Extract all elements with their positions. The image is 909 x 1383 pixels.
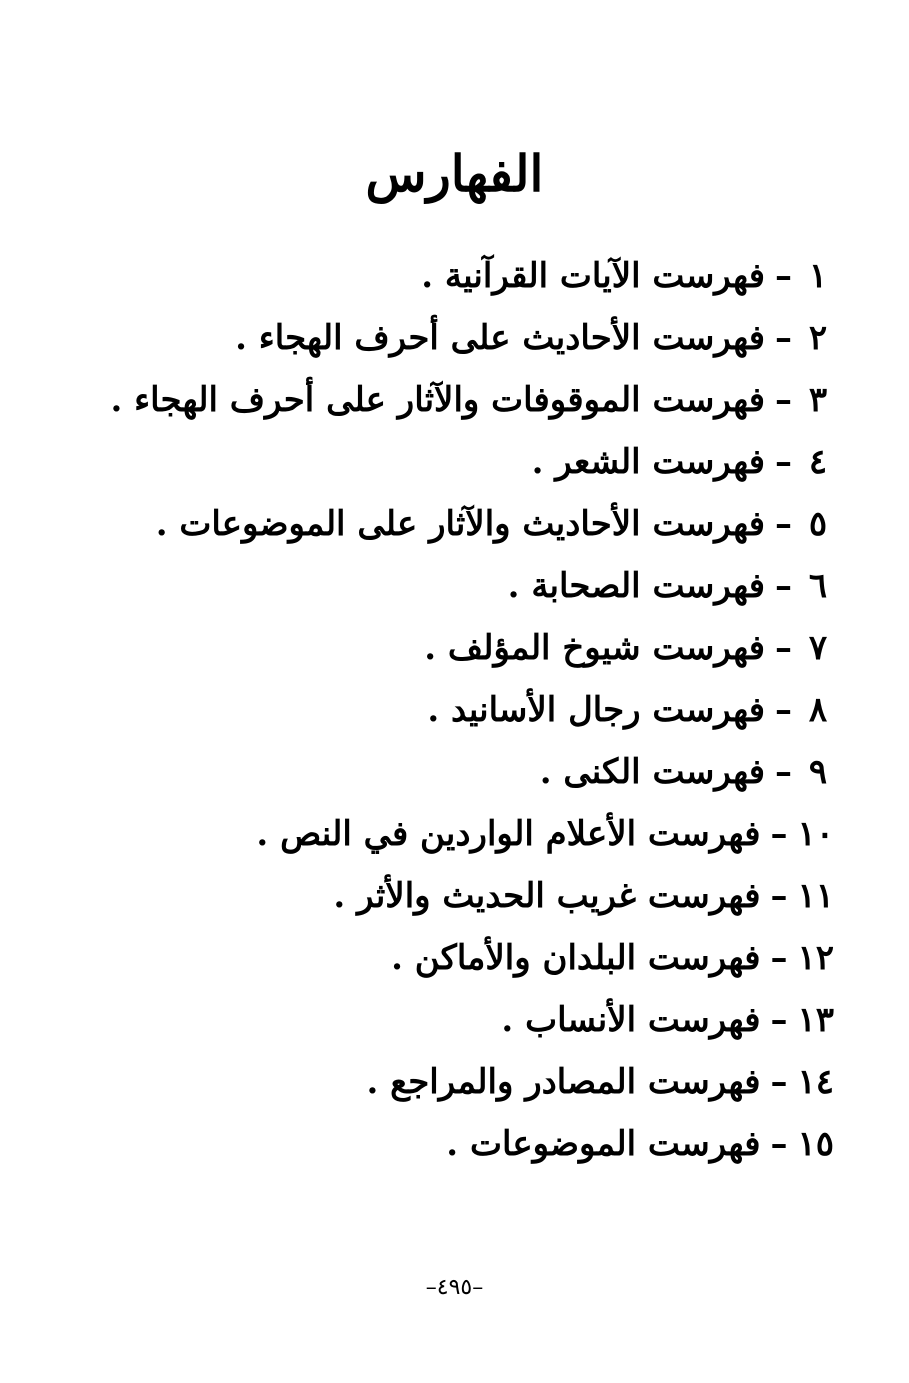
item-text: فهرست البلدان والأماكن . [391, 938, 761, 978]
page-title: الفهارس [365, 143, 544, 203]
item-text: فهرست الأحاديث على أحرف الهجاء . [235, 318, 765, 358]
item-text: فهرست شيوخ المؤلف . [424, 628, 765, 668]
item-dash: – [770, 938, 788, 978]
item-number: ١ [808, 256, 828, 296]
item-number: ٧ [808, 628, 828, 668]
list-item [94, 369, 834, 431]
item-dash: – [775, 752, 792, 792]
item-dash: – [775, 380, 792, 420]
list-item [94, 307, 834, 369]
item-dash: – [775, 504, 792, 544]
item-dash: – [775, 628, 792, 668]
list-item [94, 741, 834, 803]
item-dash: – [775, 256, 792, 296]
item-text: فهرست الصحابة . [507, 566, 765, 606]
item-number: ١٠ [797, 814, 834, 854]
item-number: ١١ [797, 876, 834, 916]
page-number: –٤٩٥– [425, 1275, 484, 1300]
item-number: ١٣ [797, 1000, 834, 1040]
item-dash: – [775, 318, 792, 358]
item-text: فهرست الشعر . [531, 442, 765, 482]
list-item [94, 989, 834, 1051]
item-dash: – [770, 814, 788, 854]
item-number: ٦ [808, 566, 828, 606]
item-text: فهرست غريب الحديث والأثر . [333, 876, 761, 916]
list-item [94, 245, 834, 307]
item-number: ٩ [808, 752, 828, 792]
item-number: ٤ [808, 442, 828, 482]
item-text: فهرست الأحاديث والآثار على الموضوعات . [155, 504, 765, 544]
item-number: ٣ [808, 380, 828, 420]
item-dash: – [770, 1000, 788, 1040]
item-text: فهرست رجال الأسانيد . [427, 690, 765, 730]
item-text: فهرست الأنساب . [501, 1000, 761, 1040]
item-dash: – [775, 690, 792, 730]
item-dash: – [775, 442, 792, 482]
item-text: فهرست الكنى . [539, 752, 765, 792]
item-text: فهرست الموضوعات . [446, 1124, 761, 1164]
list-item [94, 617, 834, 679]
item-text: فهرست الموقوفات والآثار على أحرف الهجاء . [110, 380, 765, 420]
item-number: ٢ [808, 318, 828, 358]
list-item [94, 493, 834, 555]
item-number: ١٤ [797, 1062, 834, 1102]
list-item [94, 1113, 834, 1175]
item-dash: – [770, 1062, 788, 1102]
list-item [94, 927, 834, 989]
item-number: ١٢ [797, 938, 834, 978]
list-item [94, 1051, 834, 1113]
item-number: ٥ [808, 504, 828, 544]
list-item [94, 679, 834, 741]
item-dash: – [770, 1124, 788, 1164]
item-text: فهرست الآيات القرآنية . [421, 256, 765, 296]
list-item [94, 865, 834, 927]
item-dash: – [775, 566, 792, 606]
item-number: ١٥ [797, 1124, 834, 1164]
item-number: ٨ [808, 690, 828, 730]
list-item [94, 803, 834, 865]
list-item [94, 555, 834, 617]
item-text: فهرست الأعلام الواردين في النص . [256, 814, 761, 854]
table-of-contents [94, 245, 834, 1175]
list-item [94, 431, 834, 493]
item-dash: – [770, 876, 788, 916]
item-text: فهرست المصادر والمراجع . [366, 1062, 761, 1102]
